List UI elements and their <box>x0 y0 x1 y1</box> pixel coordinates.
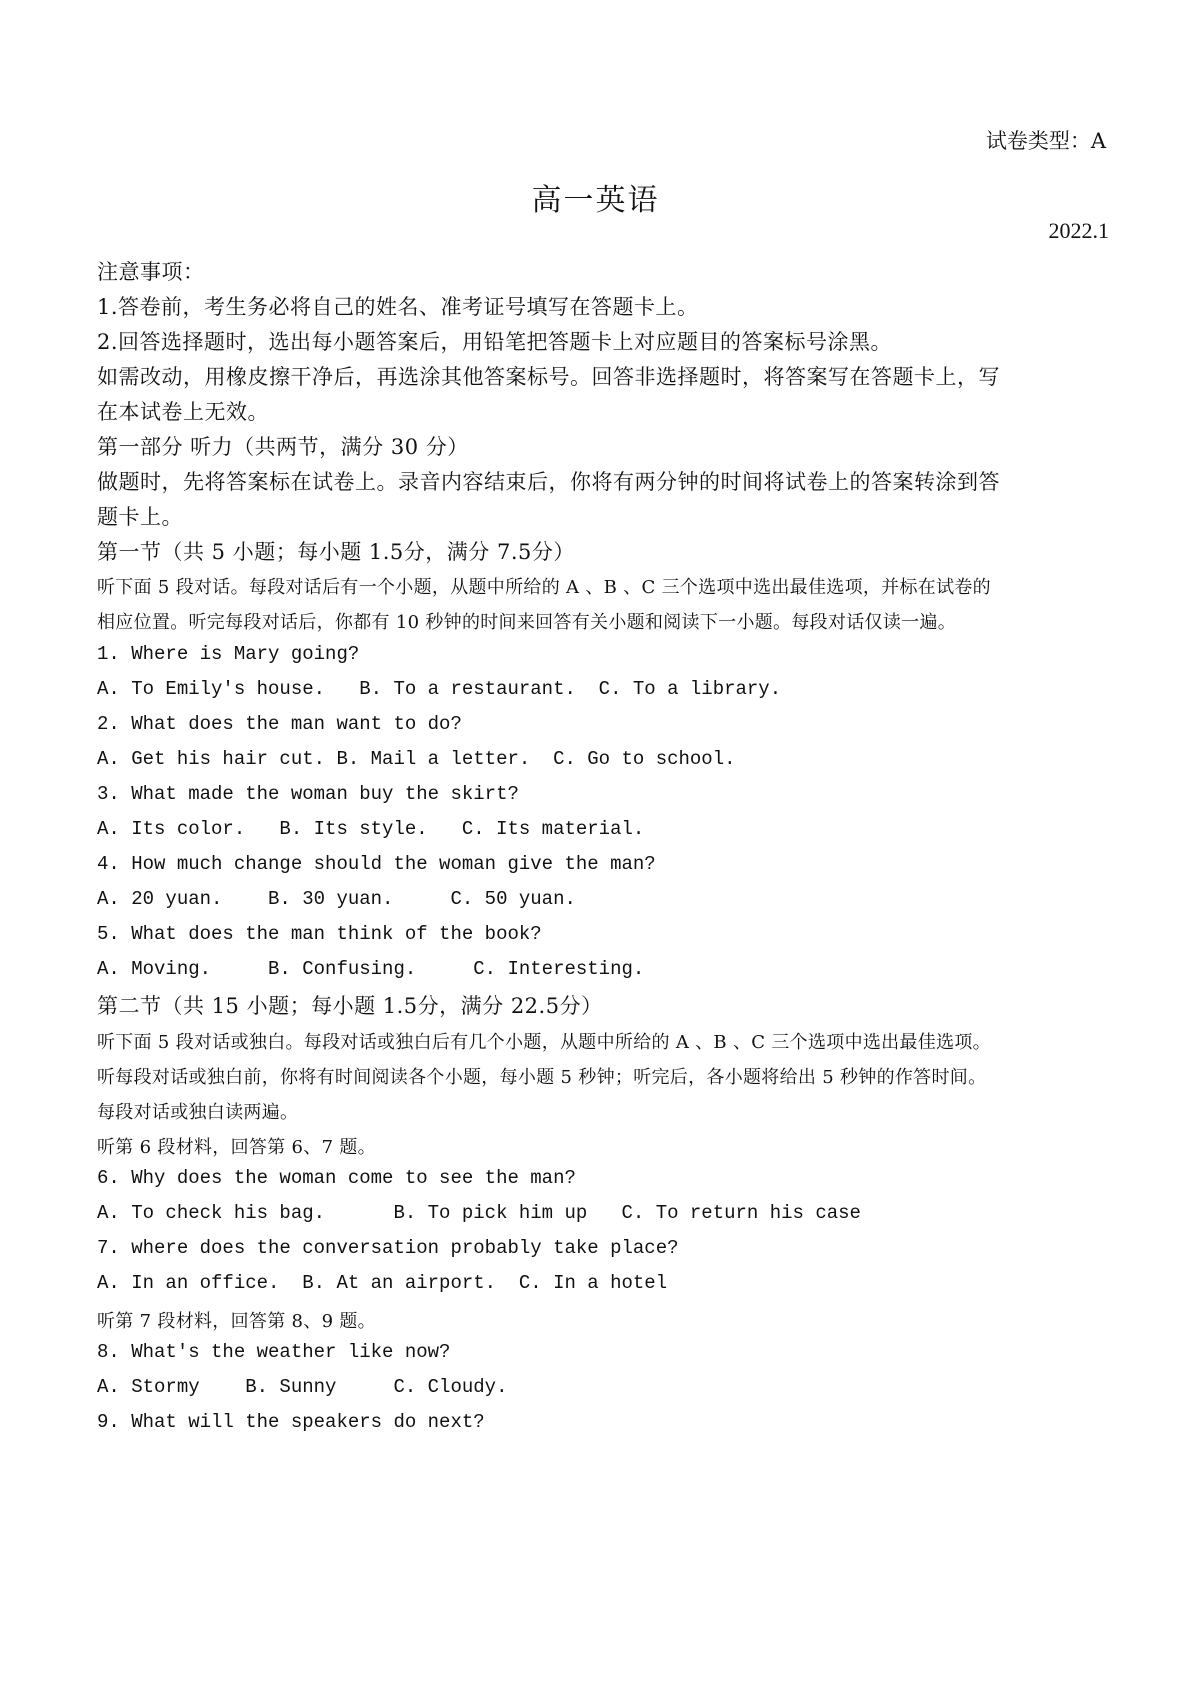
question-8: 8. What's the weather like now? <box>97 1341 451 1363</box>
part1-instruction-1: 做题时，先将答案标在试卷上。录音内容结束后，你将有两分钟的时间将试卷上的答案转涂到答 <box>97 470 1000 494</box>
question-5: 5. What does the man think of the book? <box>97 923 542 945</box>
question-1-options: A. To Emily's house. B. To a restaurant. C. To a library. <box>97 678 782 700</box>
question-9: 9. What will the speakers do next? <box>97 1411 485 1433</box>
section1-instruction-2: 相应位置。听完每段对话后，你都有 10 秒钟的时间来回答有关小题和阅读下一小题。每段对话仅读一遍。 <box>97 612 957 633</box>
question-5-options: A. Moving. B. Confusing. C. Interesting. <box>97 958 645 980</box>
part1-instruction-2: 题卡上。 <box>97 505 183 529</box>
question-6-options: A. To check his bag. B. To pick him up C. To return his case <box>97 1202 861 1224</box>
question-8-options: A. Stormy B. Sunny C. Cloudy. <box>97 1376 508 1398</box>
section1-instruction-1: 听下面 5 段对话。每段对话后有一个小题，从题中所给的 A 、B 、C 三个选项中选出最佳选项，并标在试卷的 <box>97 577 991 598</box>
notice-item-2-cont-2: 在本试卷上无效。 <box>97 400 269 424</box>
material-6-heading: 听第 6 段材料，回答第 6、7 题。 <box>97 1137 376 1158</box>
question-4-options: A. 20 yuan. B. 30 yuan. C. 50 yuan. <box>97 888 576 910</box>
question-3-options: A. Its color. B. Its style. C. Its material. <box>97 818 645 840</box>
section2-instruction-3: 每段对话或独白读两遍。 <box>97 1102 299 1123</box>
notice-item-2: 2.回答选择题时，选出每小题答案后，用铅笔把答题卡上对应题目的答案标号涂黑。 <box>97 330 893 354</box>
notice-heading: 注意事项： <box>97 260 205 284</box>
question-3: 3. What made the woman buy the skirt? <box>97 783 519 805</box>
question-2-options: A. Get his hair cut. B. Mail a letter. C. Go to school. <box>97 748 736 770</box>
page-title: 高一英语 <box>531 183 660 218</box>
section2-instruction-2: 听每段对话或独白前，你将有时间阅读各个小题，每小题 5 秒钟；听完后，各小题将给出 5 秒钟的作答时间。 <box>97 1067 987 1088</box>
notice-item-1: 1.答卷前，考生务必将自己的姓名、准考证号填写在答题卡上。 <box>97 295 699 319</box>
question-7: 7. where does the conversation probably take place? <box>97 1237 679 1259</box>
question-7-options: A. In an office. B. At an airport. C. In a hotel <box>97 1272 668 1294</box>
paper-type: 试卷类型：A <box>985 129 1106 153</box>
section1-heading: 第一节（共 5 小题；每小题 1.5分，满分 7.5分） <box>97 540 575 564</box>
question-6: 6. Why does the woman come to see the man? <box>97 1167 576 1189</box>
exam-date: 2022.1 <box>1048 218 1109 243</box>
section2-heading: 第二节（共 15 小题；每小题 1.5分，满分 22.5分） <box>97 994 603 1018</box>
question-1: 1. Where is Mary going? <box>97 643 360 665</box>
part1-heading: 第一部分 听力（共两节，满分 30 分） <box>97 435 469 459</box>
section2-instruction-1: 听下面 5 段对话或独白。每段对话或独白后有几个小题，从题中所给的 A 、B 、C 三个选项中选出最佳选项。 <box>97 1032 991 1053</box>
material-7-heading: 听第 7 段材料，回答第 8、9 题。 <box>97 1311 376 1332</box>
question-4: 4. How much change should the woman give the man? <box>97 853 656 875</box>
question-2: 2. What does the man want to do? <box>97 713 462 735</box>
notice-item-2-cont-1: 如需改动，用橡皮擦干净后，再选涂其他答案标号。回答非选择题时，将答案写在答题卡上，写 <box>97 365 1000 389</box>
